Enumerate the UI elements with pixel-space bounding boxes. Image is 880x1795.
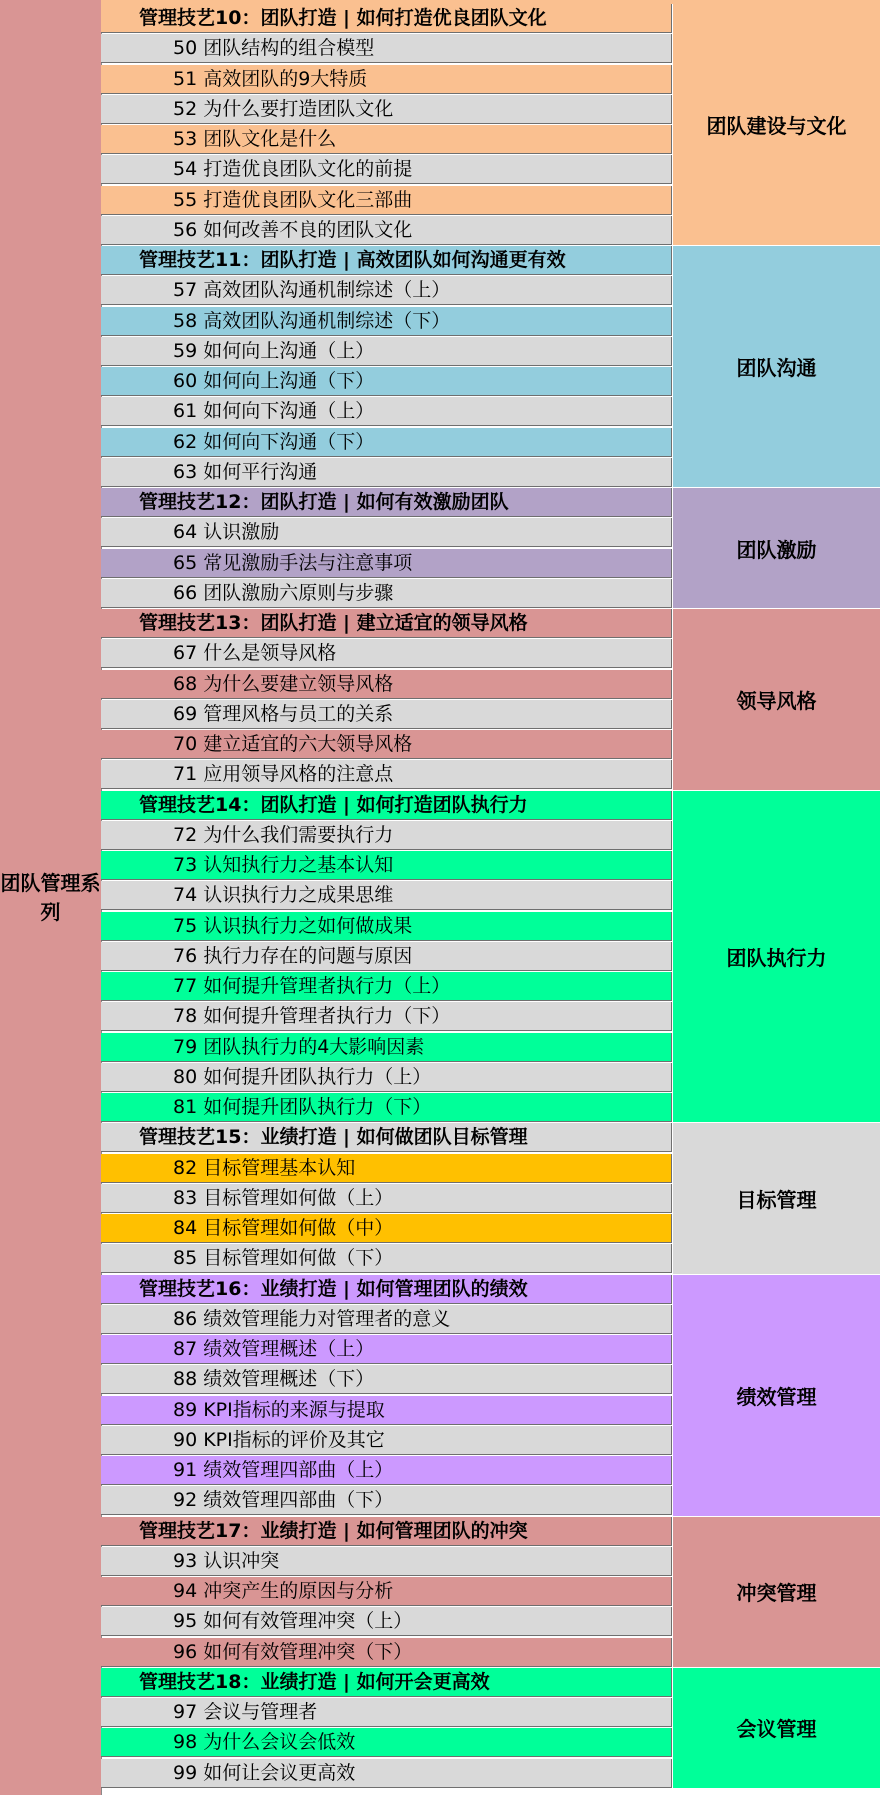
lesson-item: 69 管理风格与员工的关系 <box>101 700 672 729</box>
lesson-item: 58 高效团队沟通机制综述（下） <box>101 307 672 336</box>
lesson-item: 99 如何让会议更高效 <box>101 1759 672 1788</box>
lesson-item: 86 绩效管理能力对管理者的意义 <box>101 1305 672 1334</box>
lesson-item: 60 如何向上沟通（下） <box>101 367 672 396</box>
top-border <box>101 0 880 4</box>
lesson-item: 71 应用领导风格的注意点 <box>101 760 672 789</box>
lesson-item: 91 绩效管理四部曲（上） <box>101 1456 672 1485</box>
lesson-item: 64 认识激励 <box>101 518 672 547</box>
topic-cell: 领导风格 <box>672 609 880 791</box>
lesson-item: 89 KPI指标的来源与提取 <box>101 1396 672 1425</box>
lesson-item: 56 如何改善不良的团队文化 <box>101 216 672 245</box>
lesson-item: 52 为什么要打造团队文化 <box>101 95 672 124</box>
lesson-group-title: 管理技艺13：团队打造 | 建立适宜的领导风格 <box>101 609 672 638</box>
lesson-group-title: 管理技艺10：团队打造 | 如何打造优良团队文化 <box>101 4 672 33</box>
lesson-item: 80 如何提升团队执行力（上） <box>101 1063 672 1092</box>
lesson-item: 77 如何提升管理者执行力（上） <box>101 972 672 1001</box>
lesson-group-title: 管理技艺18：业绩打造 | 如何开会更高效 <box>101 1668 672 1697</box>
lesson-item: 57 高效团队沟通机制综述（上） <box>101 276 672 305</box>
topic-cell: 绩效管理 <box>672 1275 880 1517</box>
topic-cell: 冲突管理 <box>672 1517 880 1668</box>
lesson-item: 53 团队文化是什么 <box>101 125 672 154</box>
lesson-item: 95 如何有效管理冲突（上） <box>101 1607 672 1636</box>
lesson-item: 61 如何向下沟通（上） <box>101 397 672 426</box>
lesson-item: 62 如何向下沟通（下） <box>101 428 672 457</box>
lesson-item: 97 会议与管理者 <box>101 1698 672 1727</box>
lesson-item: 75 认识执行力之如何做成果 <box>101 912 672 941</box>
lesson-item: 68 为什么要建立领导风格 <box>101 670 672 699</box>
topic-cell: 团队激励 <box>672 488 880 609</box>
lesson-item: 81 如何提升团队执行力（下） <box>101 1093 672 1122</box>
topic-cell: 团队建设与文化 <box>672 4 880 246</box>
lesson-item: 54 打造优良团队文化的前提 <box>101 155 672 184</box>
lesson-group-title: 管理技艺15：业绩打造 | 如何做团队目标管理 <box>101 1123 672 1152</box>
topic-cell: 团队执行力 <box>672 791 880 1124</box>
lesson-item: 59 如何向上沟通（上） <box>101 337 672 366</box>
lesson-group-title: 管理技艺17：业绩打造 | 如何管理团队的冲突 <box>101 1517 672 1546</box>
lesson-item: 63 如何平行沟通 <box>101 458 672 487</box>
lesson-item: 51 高效团队的9大特质 <box>101 65 672 94</box>
lesson-group-title: 管理技艺14：团队打造 | 如何打造团队执行力 <box>101 791 672 820</box>
lesson-group-title: 管理技艺11：团队打造 | 高效团队如何沟通更有效 <box>101 246 672 275</box>
lesson-item: 83 目标管理如何做（上） <box>101 1184 672 1213</box>
lesson-item: 98 为什么会议会低效 <box>101 1728 672 1757</box>
lesson-item: 74 认识执行力之成果思维 <box>101 881 672 910</box>
lesson-item: 66 团队激励六原则与步骤 <box>101 579 672 608</box>
lesson-item: 76 执行力存在的问题与原因 <box>101 942 672 971</box>
lesson-item: 67 什么是领导风格 <box>101 639 672 668</box>
lesson-item: 87 绩效管理概述（上） <box>101 1335 672 1364</box>
topic-cell: 目标管理 <box>672 1123 880 1274</box>
lesson-group-title: 管理技艺12：团队打造 | 如何有效激励团队 <box>101 488 672 517</box>
lesson-item: 78 如何提升管理者执行力（下） <box>101 1002 672 1031</box>
topic-cell: 会议管理 <box>672 1668 880 1789</box>
lesson-item: 65 常见激励手法与注意事项 <box>101 549 672 578</box>
lesson-item: 90 KPI指标的评价及其它 <box>101 1426 672 1455</box>
lesson-item: 73 认知执行力之基本认知 <box>101 851 672 880</box>
lesson-item: 96 如何有效管理冲突（下） <box>101 1638 672 1667</box>
lesson-item: 84 目标管理如何做（中） <box>101 1214 672 1243</box>
lesson-item: 79 团队执行力的4大影响因素 <box>101 1033 672 1062</box>
lesson-item: 94 冲突产生的原因与分析 <box>101 1577 672 1606</box>
lesson-item: 93 认识冲突 <box>101 1547 672 1576</box>
lesson-item: 82 目标管理基本认知 <box>101 1154 672 1183</box>
lesson-item: 50 团队结构的组合模型 <box>101 34 672 63</box>
lesson-item: 72 为什么我们需要执行力 <box>101 821 672 850</box>
lesson-item: 85 目标管理如何做（下） <box>101 1244 672 1273</box>
lesson-item: 88 绩效管理概述（下） <box>101 1365 672 1394</box>
topic-cell: 团队沟通 <box>672 246 880 488</box>
lesson-item: 92 绩效管理四部曲（下） <box>101 1486 672 1515</box>
lesson-item: 70 建立适宜的六大领导风格 <box>101 730 672 759</box>
lesson-item: 55 打造优良团队文化三部曲 <box>101 186 672 215</box>
lesson-group-title: 管理技艺16：业绩打造 | 如何管理团队的绩效 <box>101 1275 672 1304</box>
series-label: 团队管理系列 <box>0 0 102 1795</box>
